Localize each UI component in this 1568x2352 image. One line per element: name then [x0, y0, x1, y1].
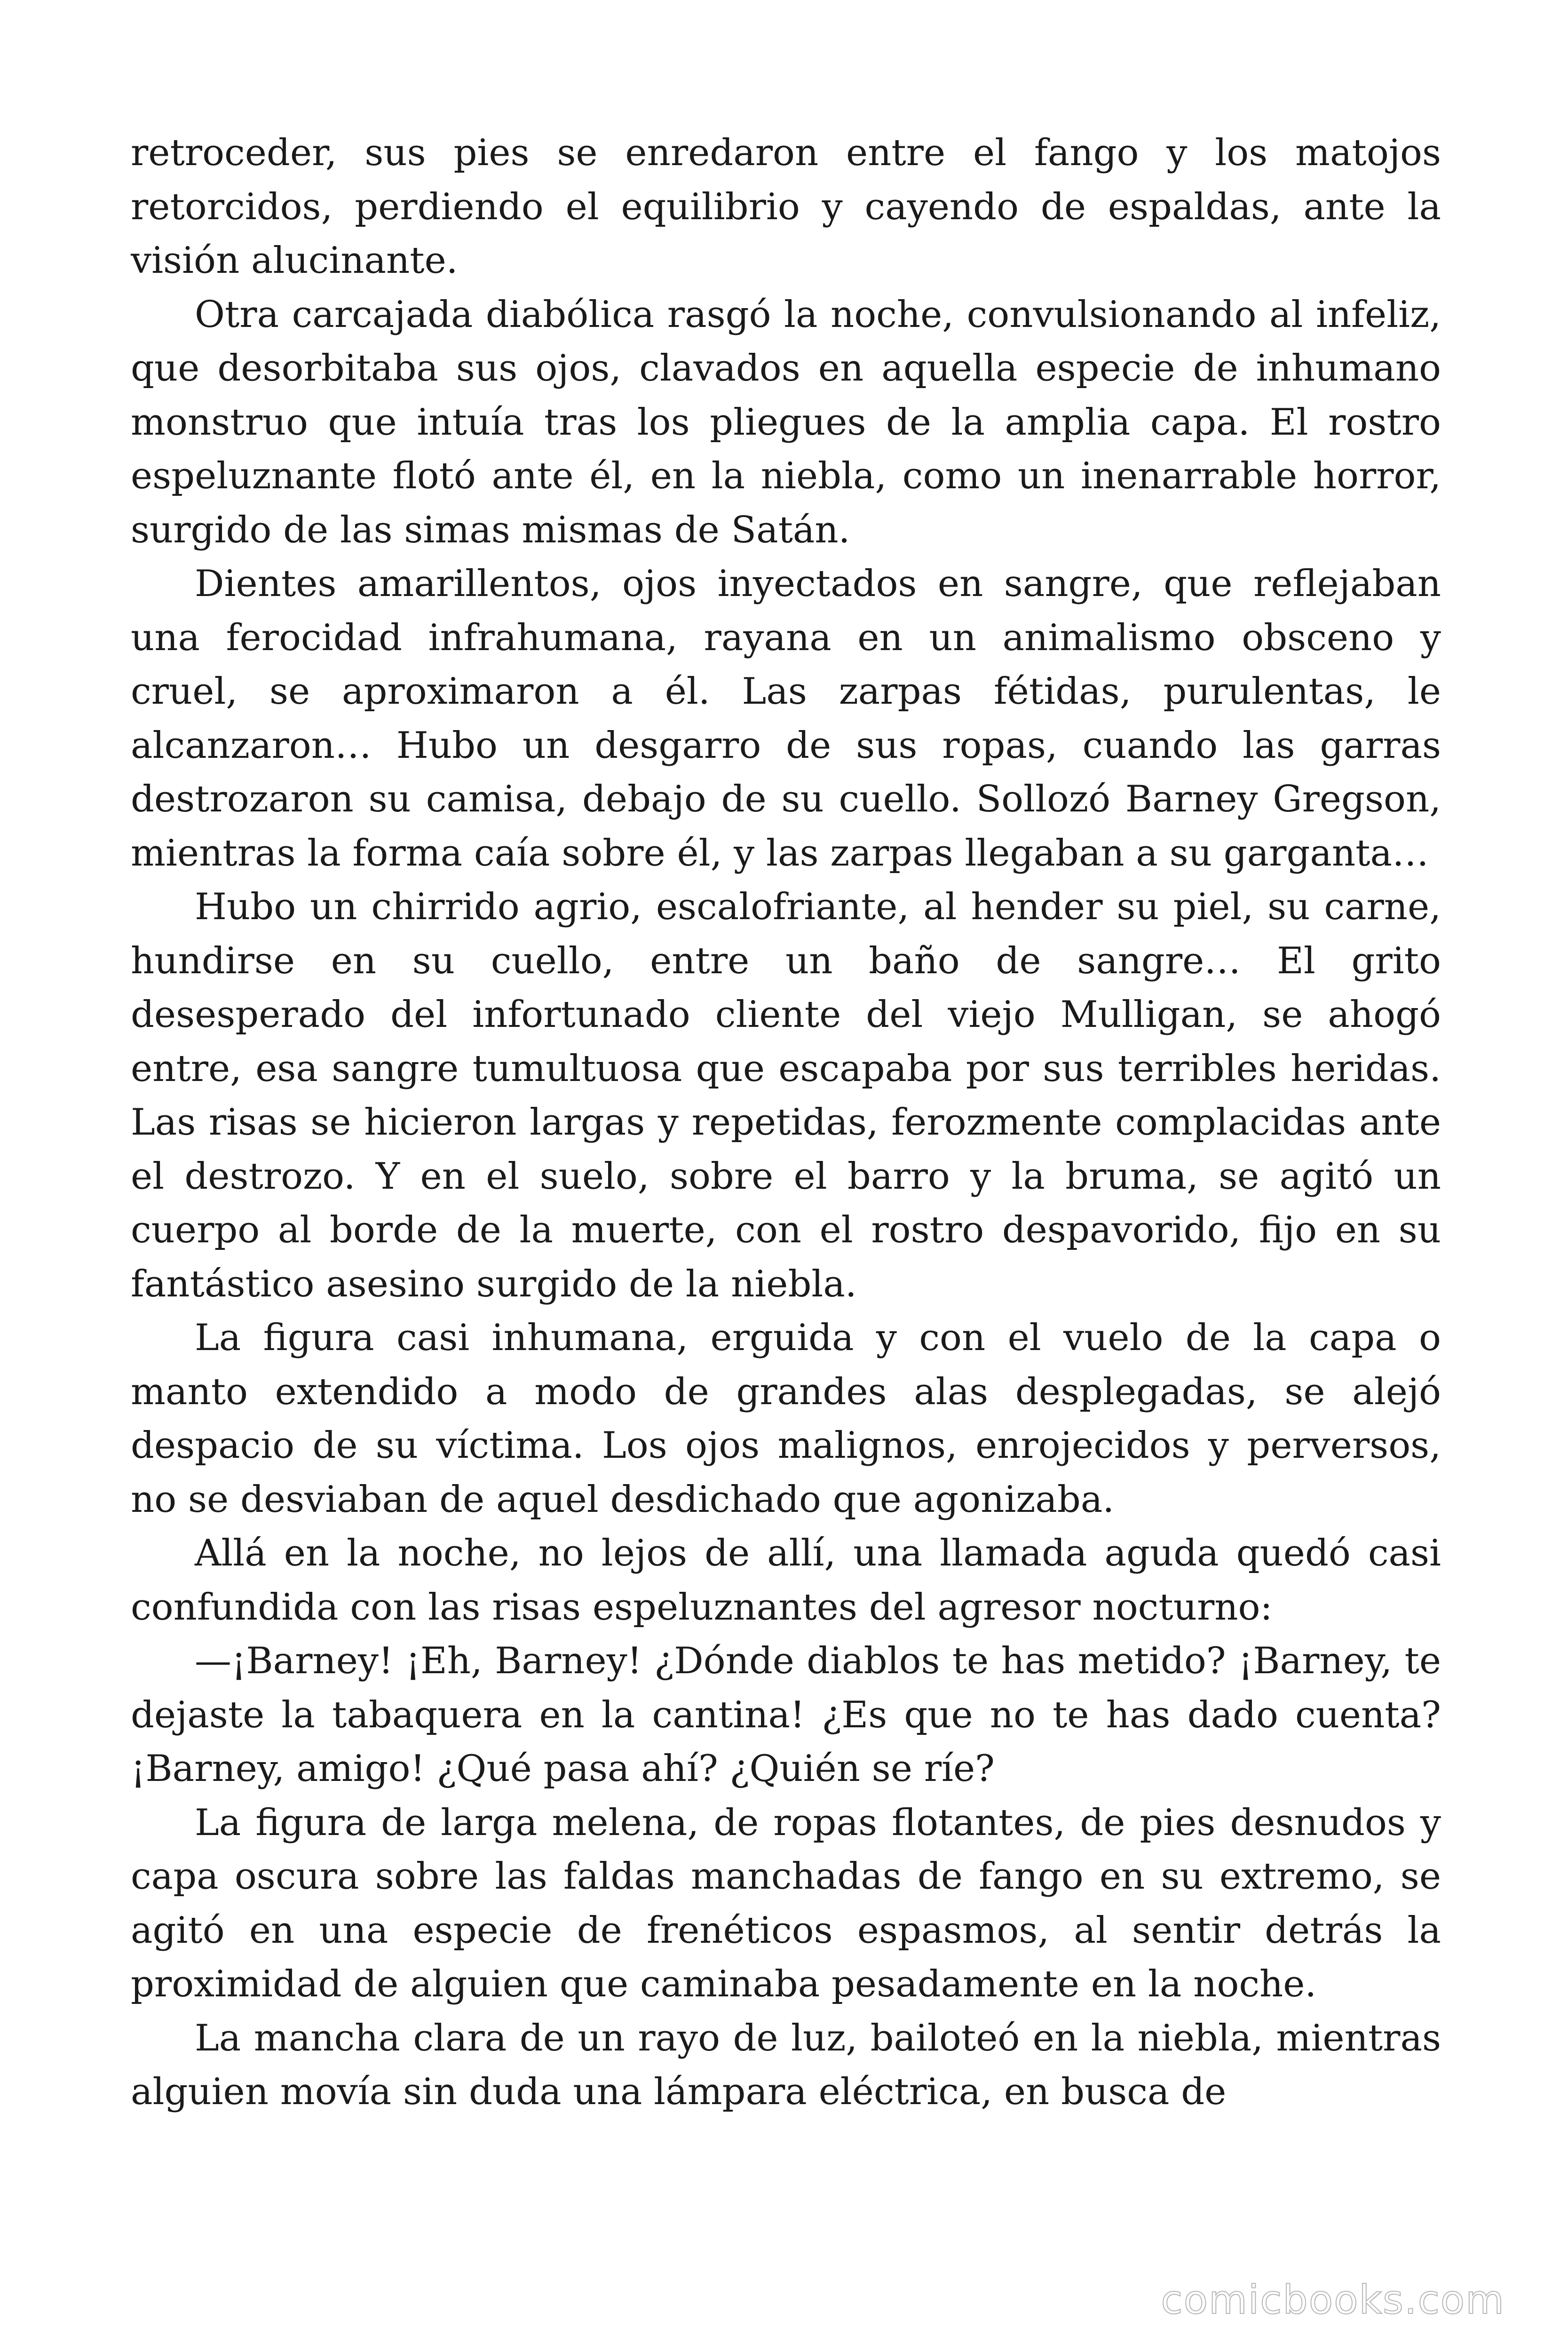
paragraph: Allá en la noche, no lejos de allí, una llamada aguda quedó casi confundida con las risas espeluznantes del agresor nocturno: — [131, 1532, 1441, 1629]
paragraph: Dientes amarillentos, ojos inyectados en sangre, que reflejaban una ferocidad infrahumana, rayana en un animalismo obsceno y cruel, se aproximaron a él. Las zarpas fétidas, purulentas, le alcanzaron… Hubo un desgarro de sus ropas, cuando las garras destrozaron su camisa, debajo de su cuello. Sollozó Barney Gregson, mientras la forma caía sobre él, y las zarpas llegaban a su garganta… — [131, 563, 1441, 874]
paragraph: Otra carcajada diabólica rasgó la noche, convulsionando al infeliz, que desorbitaba sus ojos, clavados en aquella especie de inhumano monstruo que intuía tras los pliegues de la amplia capa. El rostro espeluznante flotó ante él, en la niebla, como un inenarrable horror, surgido de las simas mismas de Satán. — [131, 293, 1441, 551]
body-text — [131, 126, 1441, 2119]
paragraph: Hubo un chirrido agrio, escalofriante, al hender su piel, su carne, hundirse en su cuello, entre un baño de sangre… El grito desesperado del infortunado cliente del viejo Mulligan, se ahogó entre, esa sangre tumultuosa que escapaba por sus terribles heridas. Las risas se hicieron largas y repetidas, ferozmente complacidas ante el destrozo. Y en el suelo, sobre el barro y la bruma, se agitó un cuerpo al borde de la muerte, con el rostro despavorido, fijo en su fantástico asesino surgido de la niebla. — [131, 886, 1441, 1305]
paragraph: La figura casi inhumana, erguida y con el vuelo de la capa o manto extendido a modo de grandes alas desplegadas, se alejó despacio de su víctima. Los ojos malignos, enrojecidos y perversos, no se desviaban de aquel desdichado que agonizaba. — [131, 1317, 1441, 1521]
paragraph-continuation: retroceder, sus pies se enredaron entre el fango y los matojos retorcidos, perdiendo el equilibrio y cayendo de espaldas, ante la visión alucinante. — [131, 132, 1441, 282]
paragraph: La figura de larga melena, de ropas flotantes, de pies desnudos y capa oscura sobre las faldas manchadas de fango en su extremo, se agitó en una especie de frenéticos espasmos, al sentir detrás la proximidad de alguien que caminaba pesadamente en la noche. — [131, 1801, 1441, 2005]
paragraph: La mancha clara de un rayo de luz, bailoteó en la niebla, mientras alguien movía sin duda una lámpara eléctrica, en busca de — [131, 2017, 1441, 2113]
watermark: comicbooks.com — [1161, 2277, 1505, 2323]
dialogue-paragraph: —¡Barney! ¡Eh, Barney! ¿Dónde diablos te has metido? ¡Barney, te dejaste la tabaquera en la cantina! ¿Es que no te has dado cuenta? ¡Barney, amigo! ¿Qué pasa ahí? ¿Quién se ríe? — [131, 1640, 1441, 1790]
